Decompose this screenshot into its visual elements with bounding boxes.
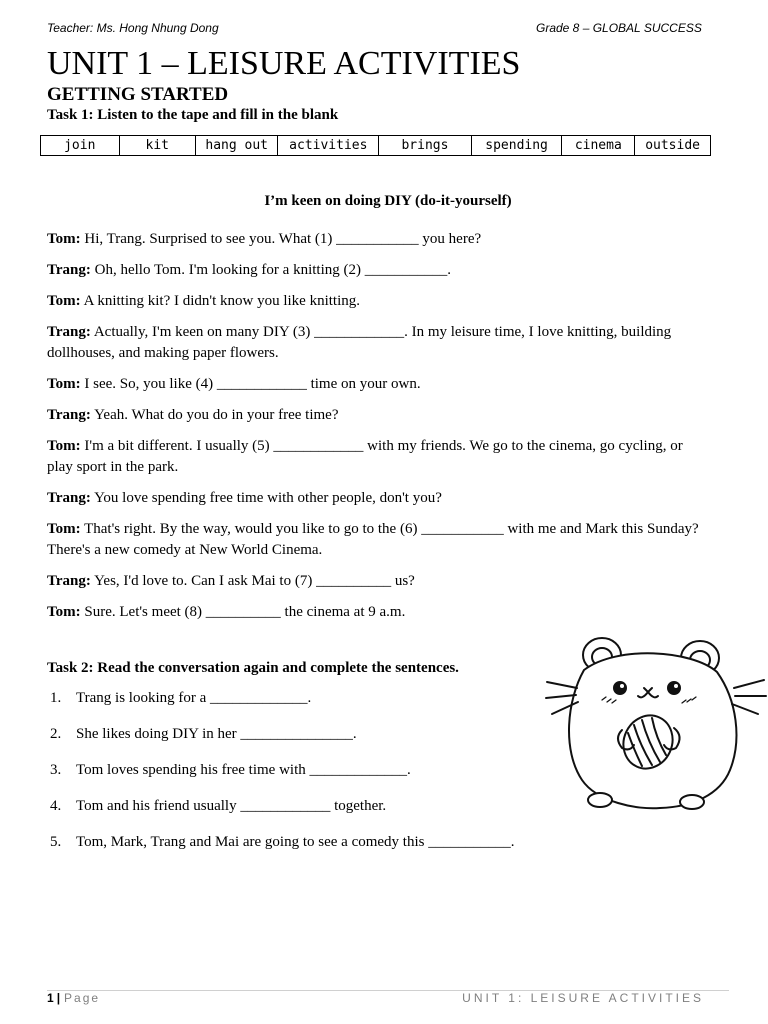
task2-questions	[50, 688, 610, 868]
word-bank-row	[41, 136, 711, 156]
question-text: She likes doing DIY in her _______________.	[76, 726, 357, 742]
word-bank-cell: spending	[471, 136, 562, 156]
dialog-line	[47, 260, 707, 281]
page-label: Page	[64, 991, 101, 1005]
question-text: Tom and his friend usually ____________ together.	[76, 798, 387, 814]
dialog-text: I'm a bit different. I usually (5) ____________ with my friends. We go to the cinema, go cycling, or play sport in the park.	[47, 438, 683, 475]
question-number: 5.	[50, 834, 62, 850]
page-number: 1	[47, 991, 54, 1005]
word-bank-cell: hang out	[195, 136, 277, 156]
task1-instruction: Task 1: Listen to the tape and fill in the blank	[47, 107, 339, 123]
speaker-name: Tom:	[47, 376, 81, 392]
speaker-name: Trang:	[47, 407, 91, 423]
hamster-illustration	[542, 630, 768, 815]
dialog-text: Yes, I'd love to. Can I ask Mai to (7) __________ us?	[94, 573, 415, 589]
dialog-text: Hi, Trang. Surprised to see you. What (1) ___________ you here?	[84, 231, 482, 247]
dialog-line	[47, 488, 707, 509]
dialog-text: A knitting kit? I didn't know you like knitting.	[83, 293, 361, 309]
word-bank-cell: outside	[635, 136, 711, 156]
dialog-line	[47, 602, 707, 623]
question-text: Tom, Mark, Trang and Mai are going to see a comedy this ___________.	[76, 834, 515, 850]
dialog-text: Oh, hello Tom. I'm looking for a knitting (2) ___________.	[94, 262, 451, 278]
dialog-line	[47, 436, 707, 478]
speaker-name: Trang:	[47, 262, 91, 278]
speaker-name: Trang:	[47, 573, 91, 589]
question-number: 4.	[50, 798, 62, 814]
speaker-name: Tom:	[47, 521, 81, 537]
dialog-text: Sure. Let's meet (8) __________ the cinema at 9 a.m.	[84, 604, 406, 620]
question-number: 1.	[50, 690, 62, 706]
dialog-line	[47, 291, 707, 312]
dialog-text: You love spending free time with other people, don't you?	[94, 490, 442, 506]
speaker-name: Tom:	[47, 231, 81, 247]
section-subtitle: GETTING STARTED	[47, 84, 229, 105]
teacher-name: Teacher: Ms. Hong Nhung Dong	[47, 21, 219, 35]
word-bank-cell: cinema	[562, 136, 635, 156]
question-item	[50, 832, 610, 868]
question-text: Tom loves spending his free time with _____________.	[76, 762, 411, 778]
dialog-line	[47, 571, 707, 592]
speaker-name: Trang:	[47, 324, 91, 340]
conversation	[47, 229, 707, 633]
conversation-title: I’m keen on doing DIY (do-it-yourself)	[264, 193, 512, 209]
dialog-text: Yeah. What do you do in your free time?	[94, 407, 339, 423]
speaker-name: Trang:	[47, 490, 91, 506]
dialog-line	[47, 322, 707, 364]
question-number: 2.	[50, 726, 62, 742]
task2-instruction: Task 2: Read the conversation again and complete the sentences.	[47, 660, 459, 676]
speaker-name: Tom:	[47, 293, 81, 309]
word-bank-cell: brings	[379, 136, 472, 156]
grade-label: Grade 8 – GLOBAL SUCCESS	[536, 21, 702, 35]
dialog-line	[47, 405, 707, 426]
dialog-text: I see. So, you like (4) ____________ time on your own.	[84, 376, 421, 392]
dialog-text: Actually, I'm keen on many DIY (3) ____________. In my leisure time, I love knitting, building dollhouses, and making paper flowers.	[47, 324, 672, 361]
footer-unit-label: UNIT 1: LEISURE ACTIVITIES	[462, 991, 704, 1005]
dialog-line	[47, 374, 707, 395]
unit-title: UNIT 1 – LEISURE ACTIVITIES	[47, 45, 521, 82]
word-bank	[40, 135, 711, 156]
question-item	[50, 688, 610, 724]
question-item	[50, 796, 610, 832]
speaker-name: Tom:	[47, 438, 81, 454]
question-text: Trang is looking for a _____________.	[76, 690, 312, 706]
question-number: 3.	[50, 762, 62, 778]
word-bank-cell: activities	[278, 136, 379, 156]
dialog-line	[47, 519, 707, 561]
question-item	[50, 724, 610, 760]
dialog-line	[47, 229, 707, 250]
speaker-name: Tom:	[47, 604, 81, 620]
dialog-text: That's right. By the way, would you like to go to the (6) ___________ with me and Mark this Sunday? There's a new comedy at New World Cinema.	[47, 521, 699, 558]
word-bank-cell: kit	[119, 136, 195, 156]
question-item	[50, 760, 610, 796]
page-number-footer	[47, 991, 100, 1005]
footer-separator: |	[56, 991, 61, 1005]
word-bank-cell: join	[41, 136, 120, 156]
